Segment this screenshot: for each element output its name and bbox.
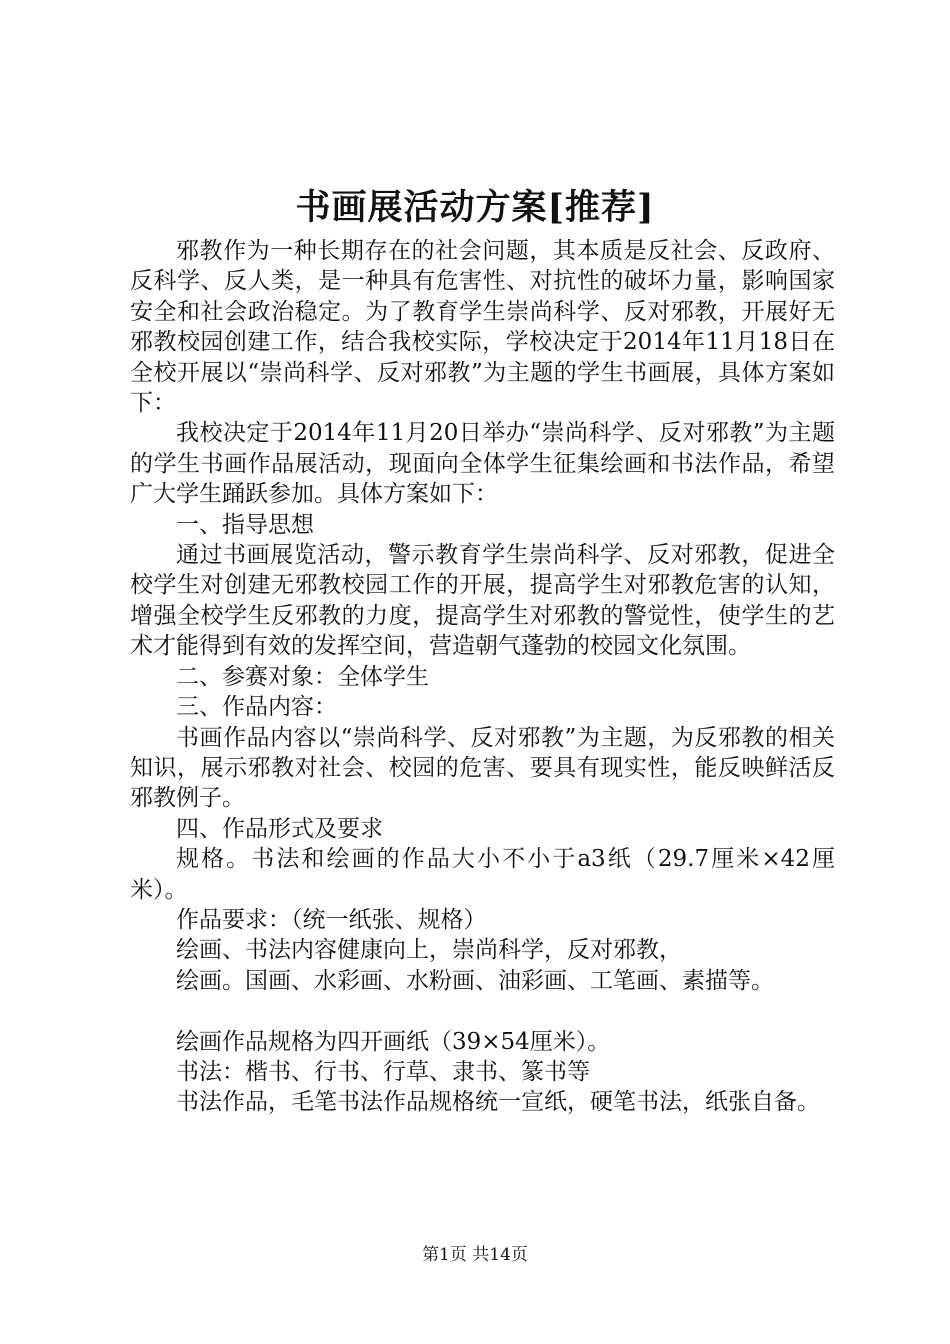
section-heading-participants: 二、参赛对象：全体学生: [176, 663, 429, 690]
page-number: 第1页 共14页: [422, 1245, 528, 1265]
paragraph-notice: 我校决定于2014年11月20日举办“崇尚科学、反对邪教”为主题的学生书画作品展活动，现面向全体学生征集绘画和书法作品，希望广大学生踊跃参加。具体方案如下：: [130, 420, 835, 508]
section-heading-content: 三、作品内容：: [176, 694, 337, 721]
paragraph-calligraphy-types: 书法：楷书、行书、行草、隶书、篆书等: [176, 1058, 590, 1085]
paragraph-calligraphy-paper: 书法作品，毛笔书法作品规格统一宣纸，硬笔书法，纸张自备。: [176, 1089, 820, 1116]
section-heading-guiding-idea: 一、指导思想: [176, 511, 314, 538]
paragraph-theme: 绘画、书法内容健康向上，崇尚科学，反对邪教，: [176, 937, 682, 964]
blank-line: [130, 996, 835, 1026]
paragraph-painting-size: 绘画作品规格为四开画纸（39×54厘米）。: [176, 1028, 611, 1055]
paragraph-guiding-idea: 通过书画展览活动，警示教育学生崇尚科学、反对邪教，促进全校学生对创建无邪教校园工作的开展，提高学生对邪教危害的认知，增强全校学生反邪教的力度，提高学生对邪教的警觉性，使学生的艺术才能得到有效的发挥空间，营造朝气蓬勃的校园文化氛围。: [130, 542, 835, 660]
paragraph-painting-types: 绘画。国画、水彩画、水粉画、油彩画、工笔画、素描等。: [176, 967, 774, 994]
document-body: [130, 236, 835, 1118]
paragraph-content: 书画作品内容以“崇尚科学、反对邪教”为主题，为反邪教的相关知识，展示邪教对社会、校园的危害、要具有现实性，能反映鲜活反邪教例子。: [130, 724, 835, 812]
paragraph-intro: 邪教作为一种长期存在的社会问题，其本质是反社会、反政府、反科学、反人类，是一种具有危害性、对抗性的破坏力量，影响国家安全和社会政治稳定。为了教育学生崇尚科学、反对邪教，开展好无邪教校园创建工作，结合我校实际，学校决定于2014年11月18日在全校开展以“崇尚科学、反对邪教”为主题的学生书画展，具体方案如下：: [130, 238, 835, 417]
paragraph-size: 规格。书法和绘画的作品大小不小于a3纸（29.7厘米×42厘米）。: [130, 846, 835, 903]
document-title: 书画展活动方案[推荐]: [295, 187, 655, 228]
section-heading-format: 四、作品形式及要求: [176, 815, 383, 842]
paragraph-requirements: 作品要求：（统一纸张、规格）: [176, 906, 487, 933]
